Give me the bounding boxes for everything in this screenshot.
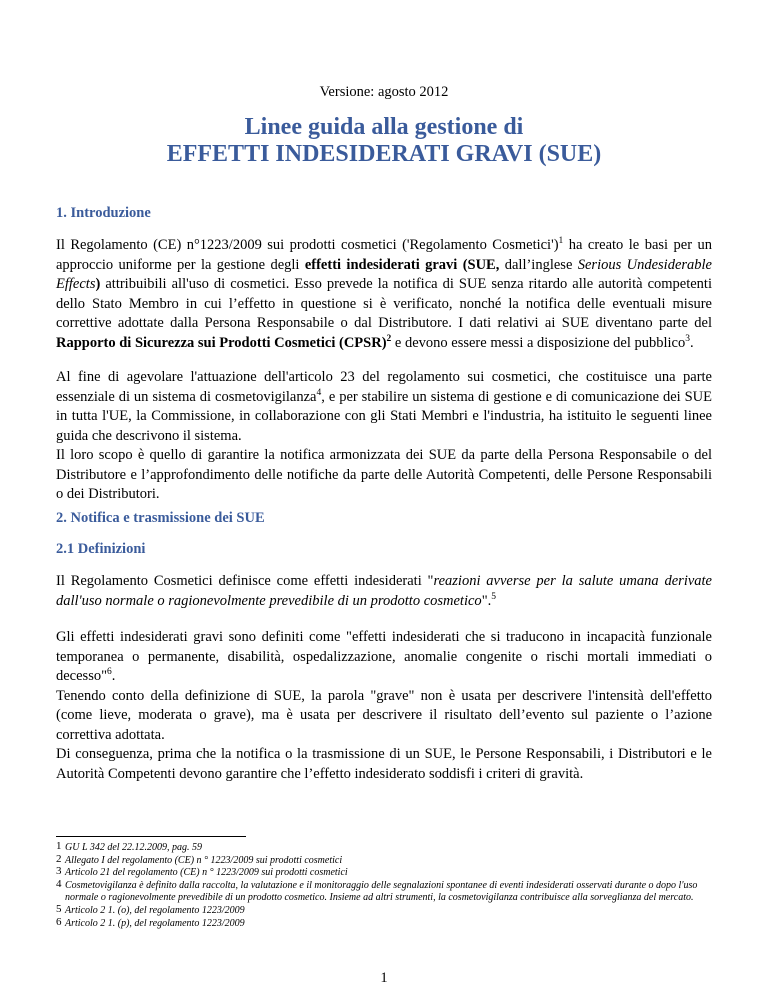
intro-paragraph-1: Il Regolamento (CE) n°1223/2009 sui prodotti cosmetici ('Regolamento Cosmetici')$^1$ ha creato le basi per un approccio uniforme per la gestione degli effetti indesiderati gravi (SUE, dall’inglese Serious Undesiderable Effects) attribuibili all'uso di cosmetici. Esso prevede la notifica di SUE senza ritardo alle autorità competenti dello Stato Membro in cui l’effetto in questione si è verificato, nonché la notifica delle eventuali misure correttive adottate dalla Persona Responsabile o dal Distributore. I dati relativi ai SUE diventano parte del Rapporto di Sicurezza sui Prodotti Cosmetici (CPSR)$^2$ e devono essere messi a disposizione del pubblico$^3$. xyxy=(56,236,712,351)
footnote-item: 3 Articolo 21 del regolamento (CE) n ° 1223/2009 sui prodotti cosmetici xyxy=(56,865,348,879)
definizioni-paragraph-2: Gli effetti indesiderati gravi sono definiti come "effetti indesiderati che si traducono in incapacità funzionale temporanea o permanente, disabilità, ospedalizzazione, anomalie congenite o rischi mortali immediati o decesso"$^6$. Tenendo conto della definizione di SUE, la parola "grave" non è usata per descrivere l'intensità dell'effetto (come lieve, moderata o grave), ma è usata per descrivere il risultato dell’evento sul paziente o l’azione correttiva adottata. Di conseguenza, prima che la notifica o la trasmissione di un SUE, le Persone Responsabili, i Distributori e le Autorità Competenti devono garantire che l’effetto indesiderato soddisfi i criteri di gravità. xyxy=(56,629,712,782)
document-title xyxy=(0,114,768,168)
footnote-ref: 6 xyxy=(107,667,112,678)
subsection-heading-definizioni: 2.1 Definizioni xyxy=(56,541,146,557)
section-heading-introduzione: 1. Introduzione xyxy=(56,205,151,221)
page-number: 1 xyxy=(380,970,388,986)
section-heading-notifica: 2. Notifica e trasmissione dei SUE xyxy=(56,510,265,526)
footnote-separator xyxy=(56,836,246,837)
footnote-item: 5 Articolo 2 1. (o), del regolamento 1223/2009 xyxy=(56,902,245,916)
footnote-ref: 5 xyxy=(491,591,496,602)
title-line-2: EFFETTI INDESIDERATI GRAVI (SUE) xyxy=(166,141,602,167)
footnote-ref: 1 xyxy=(558,236,564,247)
footnotes xyxy=(56,842,716,930)
footnote-ref: 2 xyxy=(386,333,392,344)
footnote-item: 6 Articolo 2 1. (p), del regolamento 1223/2009 xyxy=(56,915,245,929)
definizioni-paragraph-1: Il Regolamento Cosmetici definisce come effetti indesiderati "reazioni avverse per la salute umana derivate dall'uso normale o ragionevolmente prevedibile di un prodotto cosmetico".$^5$ xyxy=(56,573,712,609)
intro-paragraph-2: Al fine di agevolare l'attuazione dell'articolo 23 del regolamento sui cosmetici, che costituisce una parte essenziale di un sistema di cosmetovigilanza$^4$, e per stabilire un sistema di gestione e di comunicazione dei SUE in tutta l'UE, la Commissione, in collaborazione con gli Stati Membri e l'industria, ha istituito le seguenti linee guida che descrivono il sistema. Il loro scopo è quello di garantire la notifica armonizzata dei SUE da parte della Persona Responsabile o del Distributore e l’approfondimento delle notifiche da parte delle Autorità Competenti, delle Persone Responsabili o dei Distributori. xyxy=(56,369,712,502)
footnote-ref: 4 xyxy=(316,387,322,398)
version-line: Versione: agosto 2012 xyxy=(319,84,449,100)
title-line-1: Linee guida alla gestione di xyxy=(244,114,524,140)
footnote-item: 2 Allegato I del regolamento (CE) n ° 1223/2009 sui prodotti cosmetici xyxy=(56,852,343,866)
footnote-item: 4 Cosmetovigilanza è definito dalla raccolta, la valutazione e il monitoraggio delle segnalazioni spontanee di eventi indesiderati osservati durante o dopo l'uso normale o ragionevolmente prevedibile di un prodotto cosmetico. Insieme ad altri strumenti, la cosmetovigilanza contribuisce alla sorveglianza del mercato. xyxy=(56,877,698,904)
footnote-item: 1 GU L 342 del 22.12.2009, pag. 59 xyxy=(56,840,203,853)
footnote-ref: 3 xyxy=(685,333,690,344)
